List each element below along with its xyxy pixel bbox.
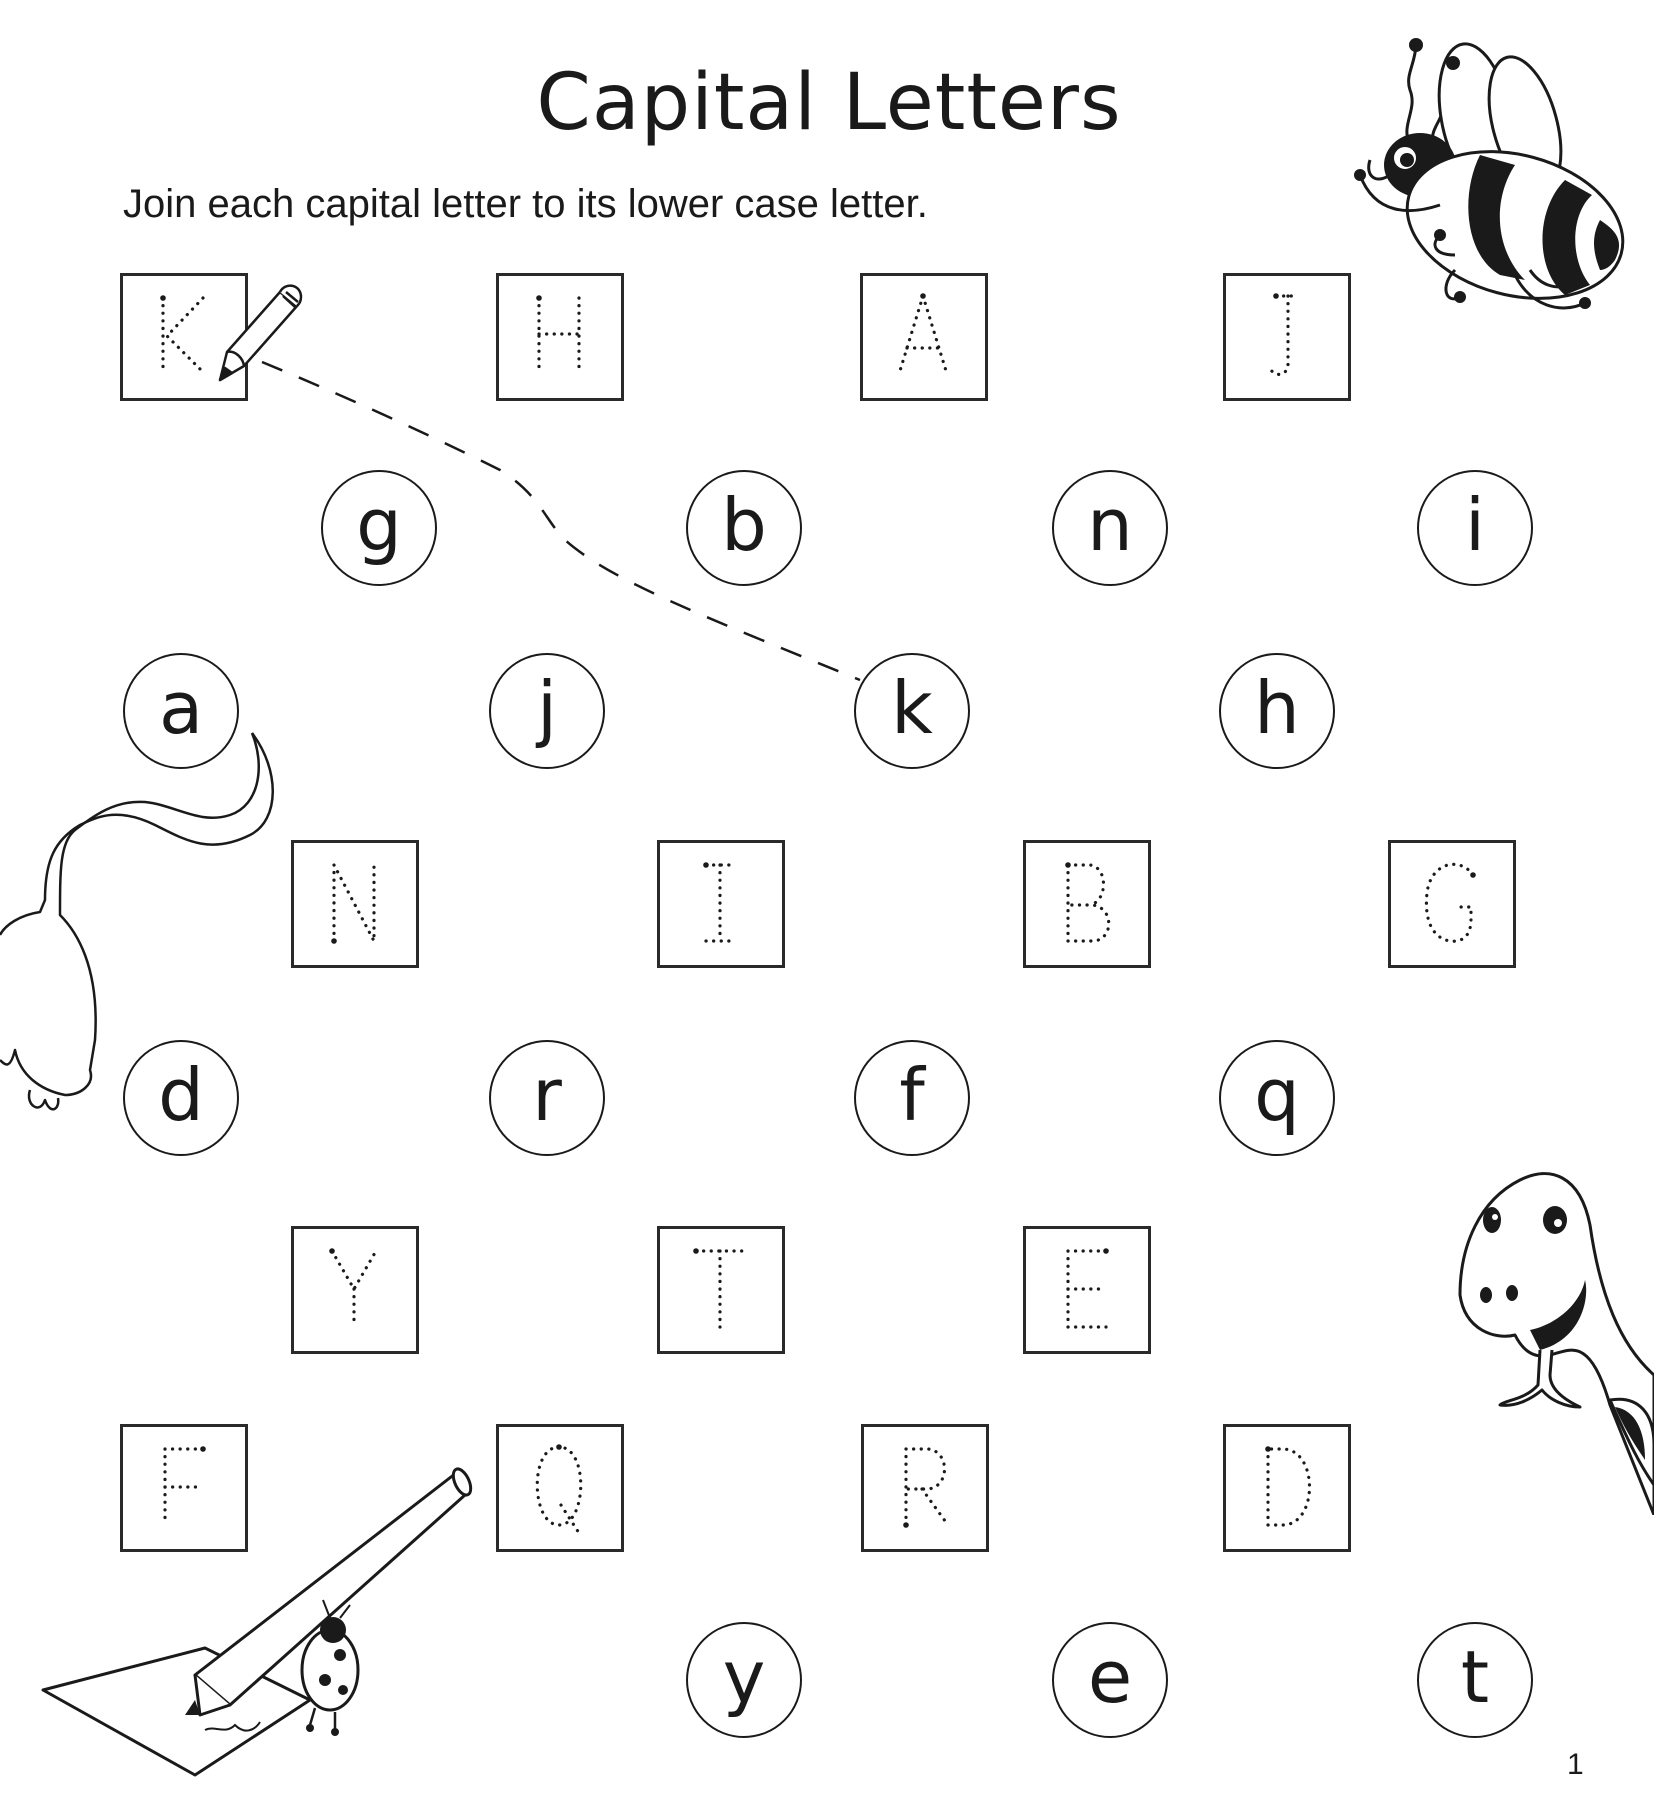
lowercase-letter: d <box>158 1053 204 1137</box>
lowercase-letter: g <box>356 483 402 567</box>
lowercase-letter: j <box>536 666 557 750</box>
lowercase-letter: i <box>1464 483 1485 567</box>
page-title-text: Capital Letters <box>536 58 1122 148</box>
lowercase-letter: k <box>891 666 933 750</box>
lowercase-letter: b <box>721 483 767 567</box>
lowercase-letter: a <box>158 666 204 750</box>
lowercase-letter: f <box>899 1053 925 1137</box>
lowercase-letter: n <box>1087 483 1133 567</box>
snake-icon <box>1440 1145 1654 1515</box>
pencil-icon <box>205 280 305 385</box>
pencil-ladybird-icon <box>35 1450 475 1780</box>
lowercase-letter: y <box>722 1635 766 1719</box>
lowercase-letter: e <box>1087 1635 1133 1719</box>
lowercase-letter: r <box>532 1053 562 1137</box>
instruction-text: Join each capital letter to its lower case letter. <box>123 182 928 226</box>
lowercase-letter: q <box>1254 1053 1300 1137</box>
mouse-tail-icon <box>0 730 285 1137</box>
bee-icon <box>1330 35 1630 315</box>
lowercase-letter: h <box>1254 666 1300 750</box>
lowercase-letter: t <box>1460 1635 1490 1719</box>
page-number: 1 <box>1567 1748 1584 1781</box>
